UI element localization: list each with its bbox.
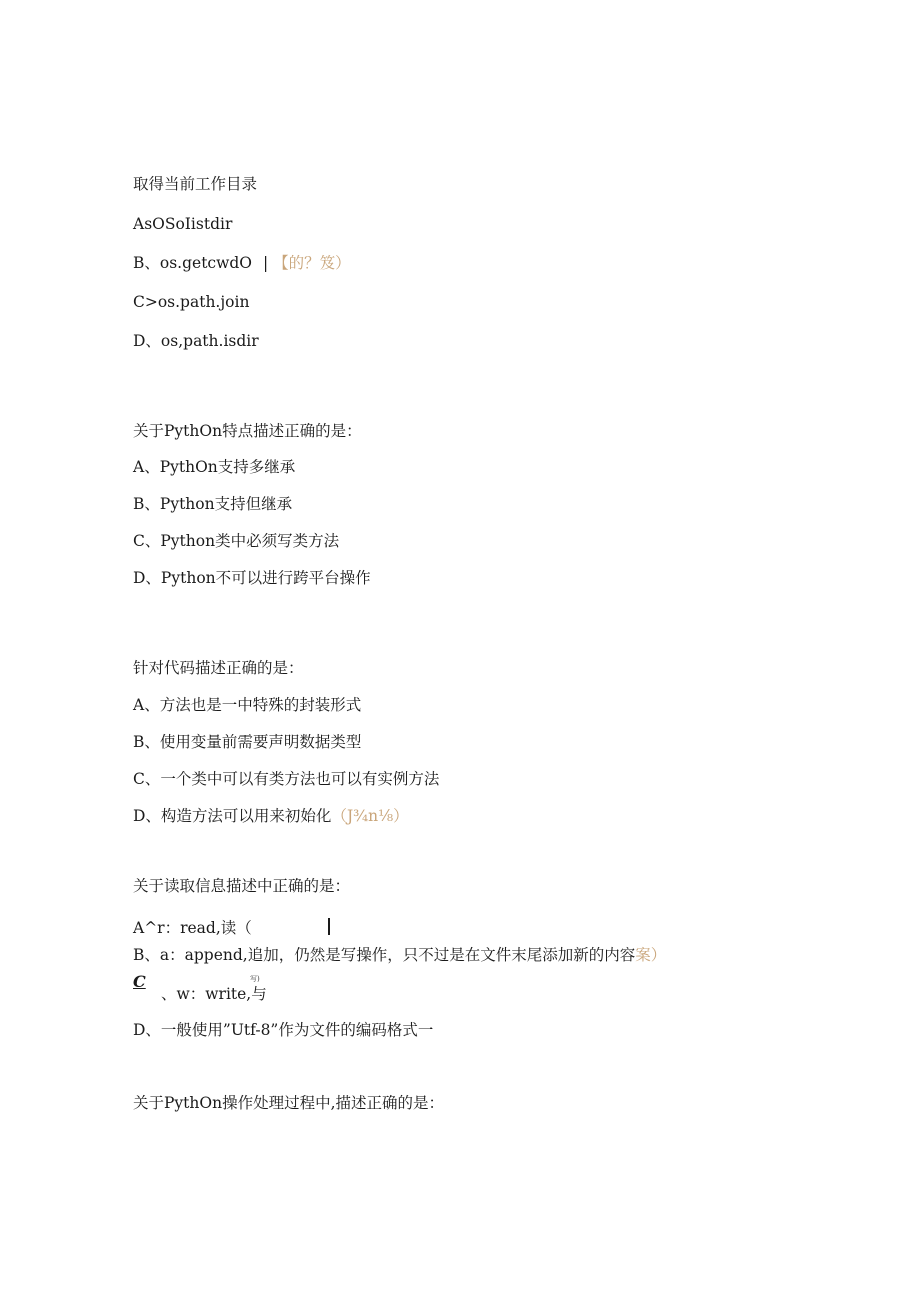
q2-option-a: A、PythOn支持多继承 bbox=[133, 458, 296, 476]
q4-option-d: D、一般使用”Utf-8”作为文件的编码格式一 bbox=[133, 1021, 434, 1039]
q2-option-c: C、Python类中必须写类方法 bbox=[133, 532, 340, 550]
q2-option-d: D、Python不可以进行跨平台操作 bbox=[133, 569, 371, 587]
q1-option-a: AsOSoIistdir bbox=[133, 215, 233, 233]
q2-stem: 关于PythOn特点描述正确的是： bbox=[133, 422, 362, 440]
q3-option-d bbox=[133, 806, 409, 826]
q3-option-b: B、使用变量前需要声明数据类型 bbox=[133, 733, 362, 751]
q1-option-c: C>os.path.join bbox=[133, 293, 250, 311]
q4-option-b bbox=[133, 945, 666, 965]
q3-option-c: C、一个类中可以有类方法也可以有实例方法 bbox=[133, 770, 440, 788]
q3-stem: 针对代码描述正确的是： bbox=[133, 659, 304, 677]
q4-answer-mark: 案） bbox=[635, 946, 667, 964]
q1-option-b-text: B、os.getcwdO bbox=[133, 254, 253, 272]
q1-option-b bbox=[133, 253, 351, 273]
q5-stem: 关于PythOn操作处理过程中,描述正确的是： bbox=[133, 1094, 445, 1112]
q2-option-b: B、Python支持但继承 bbox=[133, 495, 293, 513]
q3-option-d-text: D、构造方法可以用来初始化 bbox=[133, 807, 332, 825]
q4-option-c-superscript: 写) bbox=[250, 975, 260, 983]
q4-stem: 关于读取信息描述中正确的是： bbox=[133, 877, 351, 895]
q1-option-d: D、os,path.isdir bbox=[133, 332, 259, 350]
q1-answer-mark: 【的？笈） bbox=[273, 254, 351, 272]
q1-option-b-divider: | bbox=[262, 254, 269, 272]
q4-option-c: 、w：write,与 bbox=[161, 985, 267, 1003]
q4-option-a: A^r：read,读（ bbox=[133, 919, 252, 937]
q3-answer-mark: （J¾n⅛） bbox=[331, 807, 409, 825]
q1-stem: 取得当前工作目录 bbox=[133, 175, 258, 193]
q3-option-a: A、方法也是一中特殊的封装形式 bbox=[133, 696, 362, 714]
q4-option-b-text: B、a：append,追加，仍然是写操作，只不过是在文件末尾添加新的内容 bbox=[133, 946, 636, 964]
q4-option-c-letter: C bbox=[133, 972, 146, 991]
q4-option-a-divider bbox=[328, 918, 330, 935]
